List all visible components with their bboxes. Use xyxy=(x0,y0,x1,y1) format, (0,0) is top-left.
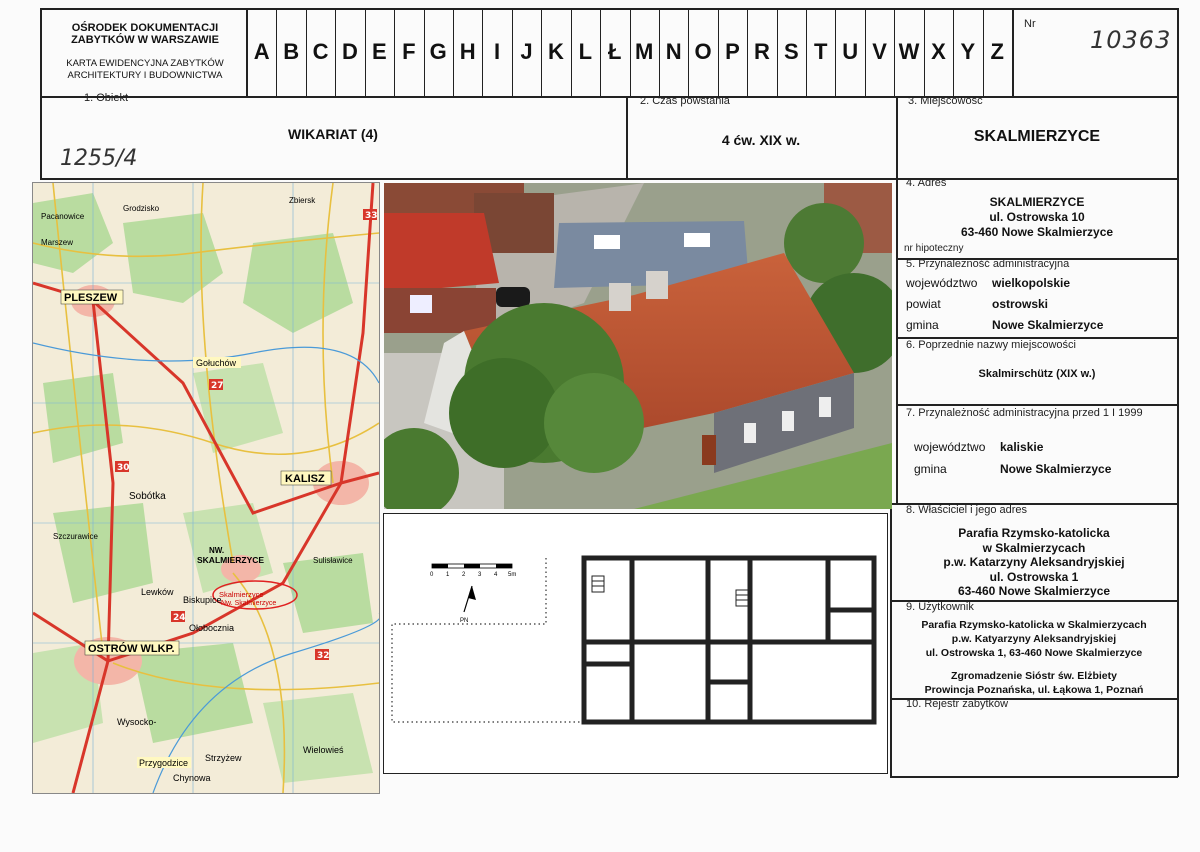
uzytkownik-line: Prowincja Poznańska, ul. Łąkowa 1, Poznań xyxy=(924,684,1144,696)
divider-6-7 xyxy=(896,404,1178,406)
miejscowosc-label: 3. Miejscowość xyxy=(908,95,983,107)
powiat-value: ostrowski xyxy=(992,297,1049,311)
institution-line2: ZABYTKÓW W WARSZAWIE xyxy=(71,34,219,46)
town-label: Szczurawice xyxy=(53,532,98,541)
powiat-label: powiat xyxy=(906,297,941,311)
adres-line: ul. Ostrowska 10 xyxy=(989,210,1085,224)
category-letter: Z xyxy=(990,39,1004,64)
category-letter: W xyxy=(898,39,920,64)
photo-graphic xyxy=(384,183,892,509)
uzytkownik-line: ul. Ostrowska 1, 63-460 Nowe Skalmierzyce xyxy=(925,647,1143,659)
floor-plan-graphic xyxy=(384,514,887,773)
town-label: OSTRÓW WLKP. xyxy=(88,643,175,655)
woj-old-value: kaliskie xyxy=(1000,440,1044,454)
town-label: Nw. Skalmierzyce xyxy=(221,600,277,607)
adres-line: SKALMIERZYCE xyxy=(989,195,1085,209)
category-letter: I xyxy=(494,39,501,64)
north-arrow-icon xyxy=(464,586,476,612)
miejscowosc-value: SKALMIERZYCE xyxy=(973,128,1101,145)
letter-divider xyxy=(541,8,542,97)
adres-label: 4. Adres xyxy=(906,177,947,189)
scale-label: 4 xyxy=(494,572,498,578)
row1-divider xyxy=(40,178,1178,180)
hipoteczny-label: nr hipoteczny xyxy=(904,243,964,254)
category-letter: P xyxy=(725,39,740,64)
town-label: Pacanowice xyxy=(41,212,85,221)
town-label: Strzyżew xyxy=(205,753,242,763)
letter-divider xyxy=(482,8,483,97)
road-number: 30 xyxy=(117,463,130,473)
nr-label: Nr xyxy=(1024,18,1036,30)
category-letter: V xyxy=(872,39,887,64)
road-number: 27 xyxy=(211,381,224,391)
lower-right-bottom xyxy=(890,776,1178,778)
category-letter: L xyxy=(578,39,593,64)
building-photo xyxy=(384,183,892,509)
nr-divider xyxy=(1012,8,1014,97)
letter-divider xyxy=(512,8,513,97)
frame-left xyxy=(40,8,42,178)
przynaleznosc-label: 5. Przynależność administracyjna xyxy=(906,258,1070,270)
obiekt-handwritten: 1255/4 xyxy=(60,146,138,171)
town-label: Grodzisko xyxy=(123,204,160,213)
town-label: PLESZEW xyxy=(64,292,118,304)
category-letter: X xyxy=(931,39,946,64)
letter-divider xyxy=(365,8,366,97)
town-label: Ołobocznia xyxy=(189,623,235,633)
north-label: PN xyxy=(460,618,469,624)
obiekt-value: WIKARIAT (4) xyxy=(288,126,378,142)
category-letter: H xyxy=(459,39,476,64)
town-label: Marszew xyxy=(41,238,74,247)
category-letter: F xyxy=(402,39,416,64)
gmina-label: gmina xyxy=(906,318,939,332)
town-label: Skalmierzyce xyxy=(219,590,264,599)
town-label: Biskupice xyxy=(183,595,222,605)
letter-divider xyxy=(747,8,748,97)
woj-value: wielkopolskie xyxy=(992,276,1071,290)
card-title xyxy=(50,58,240,82)
category-letter: E xyxy=(372,39,387,64)
letter-divider xyxy=(630,8,631,97)
town-label: Wysocko- xyxy=(117,717,157,727)
town-label: NW. xyxy=(209,546,225,555)
category-letter: C xyxy=(312,39,329,64)
letter-divider xyxy=(659,8,660,97)
adres-value xyxy=(896,195,1178,240)
category-letter: N xyxy=(665,39,682,64)
town-label: SKALMIERZYCE xyxy=(197,555,265,565)
wlasciciel-line: 63-460 Nowe Skalmierzyce xyxy=(957,584,1111,598)
category-letter: T xyxy=(814,39,828,64)
town-label: Chynowa xyxy=(173,773,211,783)
header-divider xyxy=(40,96,1178,98)
category-letter: U xyxy=(842,39,859,64)
category-letter: B xyxy=(283,39,300,64)
czas-label: 2. Czas powstania xyxy=(640,95,730,107)
scale-label: 2 xyxy=(462,572,466,578)
map-graphic xyxy=(33,183,379,793)
uzytkownik-spacer xyxy=(890,660,1178,669)
category-letter: G xyxy=(429,39,447,64)
gmina-value: Nowe Skalmierzyce xyxy=(992,318,1104,332)
woj-old-label: województwo xyxy=(914,440,986,454)
letter-divider xyxy=(806,8,807,97)
letter-divider xyxy=(394,8,395,97)
town-label: Lewków xyxy=(141,587,174,597)
road-number: 24 xyxy=(173,613,186,623)
category-letter: K xyxy=(547,39,564,64)
scale-label: 3 xyxy=(478,572,482,578)
letter-divider xyxy=(983,8,984,97)
institution-line1: OŚRODEK DOKUMENTACJI xyxy=(71,22,219,34)
category-letter: Y xyxy=(960,39,976,64)
category-letter: M xyxy=(635,39,654,64)
category-letter: A xyxy=(253,39,270,64)
card-title-line1: KARTA EWIDENCYJNA ZABYTKÓW xyxy=(66,58,224,69)
category-letter: D xyxy=(342,39,358,64)
town-label: Sulisławice xyxy=(313,556,353,565)
scale-bar xyxy=(430,564,516,578)
town-label: Sobótka xyxy=(129,491,166,502)
road-number: 32 xyxy=(317,651,330,661)
letter-divider xyxy=(894,8,895,97)
uzytkownik-line: p.w. Katyarzyny Aleksandryjskiej xyxy=(951,633,1117,645)
category-letter: Ł xyxy=(608,39,622,64)
wlasciciel-line: w Skalmierzycach xyxy=(982,540,1086,555)
frame-right xyxy=(1177,8,1179,178)
wlasciciel-line: ul. Ostrowska 1 xyxy=(989,569,1079,584)
letter-divider xyxy=(600,8,601,97)
road-number: 33 xyxy=(365,211,378,221)
poprzednie-value: Skalmirschütz (XIX w.) xyxy=(978,368,1096,380)
category-letter: R xyxy=(753,39,770,64)
nr-handwritten-value: 10363 xyxy=(1090,26,1172,54)
town-label: Wielowieś xyxy=(303,745,344,755)
category-letter: S xyxy=(783,39,799,64)
przed1999-label: 7. Przynależność administracyjna przed 1 I 1999 xyxy=(906,407,1143,419)
frame-top xyxy=(40,8,1178,10)
uzytkownik-value xyxy=(890,618,1178,697)
adres-line: 63-460 Nowe Skalmierzyce xyxy=(960,225,1114,239)
wlasciciel-label: 8. Właściciel i jego adres xyxy=(906,504,1028,516)
town-label: KALISZ xyxy=(285,473,325,485)
scale-label: 5m xyxy=(508,572,517,578)
town-label: Przygodzice xyxy=(139,758,189,768)
uzytkownik-line: Parafia Rzymsko-katolicka w Skalmierzycach xyxy=(921,619,1147,631)
letter-divider xyxy=(571,8,572,97)
wlasciciel-line: Parafia Rzymsko-katolicka xyxy=(958,526,1110,540)
category-letter: O xyxy=(694,39,712,64)
uzytkownik-line: Zgromadzenie Sióstr św. Elżbiety xyxy=(951,670,1117,682)
letter-divider xyxy=(924,8,925,97)
town-label: Gołuchów xyxy=(196,358,237,368)
letter-divider xyxy=(777,8,778,97)
obiekt-label: 1. Obiekt xyxy=(84,92,129,104)
gmina-old-label: gmina xyxy=(914,462,947,476)
category-letter: J xyxy=(520,39,533,64)
letter-divider xyxy=(865,8,866,97)
letter-divider xyxy=(835,8,836,97)
letter-divider xyxy=(688,8,689,97)
letter-divider xyxy=(953,8,954,97)
institution-name xyxy=(50,22,240,46)
wlasciciel-value xyxy=(890,526,1178,599)
letter-divider xyxy=(453,8,454,97)
scale-label: 1 xyxy=(446,572,450,578)
poprzednie-label: 6. Poprzednie nazwy miejscowości xyxy=(906,339,1076,351)
woj-label: województwo xyxy=(906,276,978,290)
location-map xyxy=(32,182,380,794)
wlasciciel-line: p.w. Katarzyny Aleksandryjskiej xyxy=(943,555,1125,569)
gmina-old-value: Nowe Skalmierzyce xyxy=(1000,462,1112,476)
letter-divider xyxy=(424,8,425,97)
card-title-line2: ARCHITEKTURY I BUDOWNICTWA xyxy=(67,70,223,81)
scale-label: 0 xyxy=(430,572,434,578)
rejestr-label: 10. Rejestr zabytków xyxy=(906,698,1009,710)
floor-plan-frame xyxy=(383,513,888,774)
czas-value: 4 ćw. XIX w. xyxy=(721,132,801,148)
uzytkownik-label: 9. Użytkownik xyxy=(906,601,974,613)
town-label: Zbiersk xyxy=(289,196,316,205)
letter-divider xyxy=(276,8,277,97)
letter-divider xyxy=(335,8,336,97)
letter-divider xyxy=(718,8,719,97)
letter-divider xyxy=(306,8,307,97)
